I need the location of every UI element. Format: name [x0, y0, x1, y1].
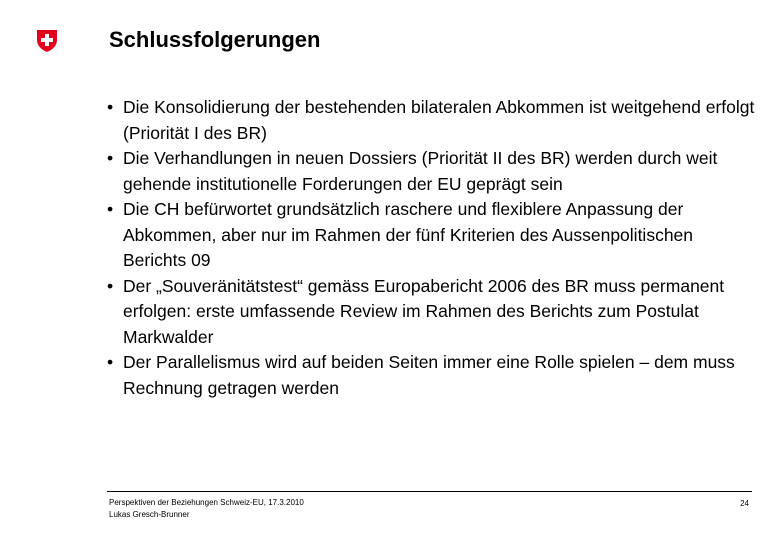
bullet-item-1: [107, 95, 757, 146]
bullet-item-2: [107, 146, 757, 197]
bullet-list: [107, 95, 757, 401]
bullet-marker: •: [107, 199, 114, 219]
bullet-text: Der Parallelismus wird auf beiden Seiten immer eine Rolle spielen – dem muss Rechnung getragen werden: [123, 352, 735, 398]
bullet-marker: •: [107, 148, 114, 168]
bullet-item-5: [107, 350, 757, 401]
bullet-text: Die CH befürwortet grundsätzlich raschere und flexiblere Anpassung der Abkommen, aber nur im Rahmen der fünf Kriterien des Aussenpolitischen Berichts 09: [123, 199, 694, 270]
bullet-marker: •: [107, 97, 114, 117]
footer-divider: [107, 491, 752, 492]
footer-author: Lukas Gresch-Brunner: [109, 510, 190, 519]
bullet-marker: •: [107, 352, 114, 372]
swiss-cross-shield-icon: [36, 29, 58, 53]
bullet-text: Die Konsolidierung der bestehenden bilateralen Abkommen ist weitgehend erfolgt (Priorität I des BR): [123, 97, 755, 143]
bullet-marker: •: [107, 275, 114, 296]
slide-title: Schlussfolgerungen: [109, 27, 321, 52]
page-number: 24: [740, 499, 749, 508]
bullet-text: Die Verhandlungen in neuen Dossiers (Priorität II des BR) werden durch weit gehende institutionelle Forderungen der EU geprägt sein: [123, 148, 718, 194]
bullet-text: Der „Souveränitätstest“ gemäss Europabericht 2006 des BR muss permanent erfolgen: erste umfassende Review im Rahmen des Berichts zum Postulat Markwalder: [123, 275, 725, 347]
footer-presentation-title: Perspektiven der Beziehungen Schweiz-EU, 17.3.2010: [109, 498, 304, 507]
bullet-item-4: [107, 274, 757, 351]
bullet-item-3: [107, 197, 757, 274]
